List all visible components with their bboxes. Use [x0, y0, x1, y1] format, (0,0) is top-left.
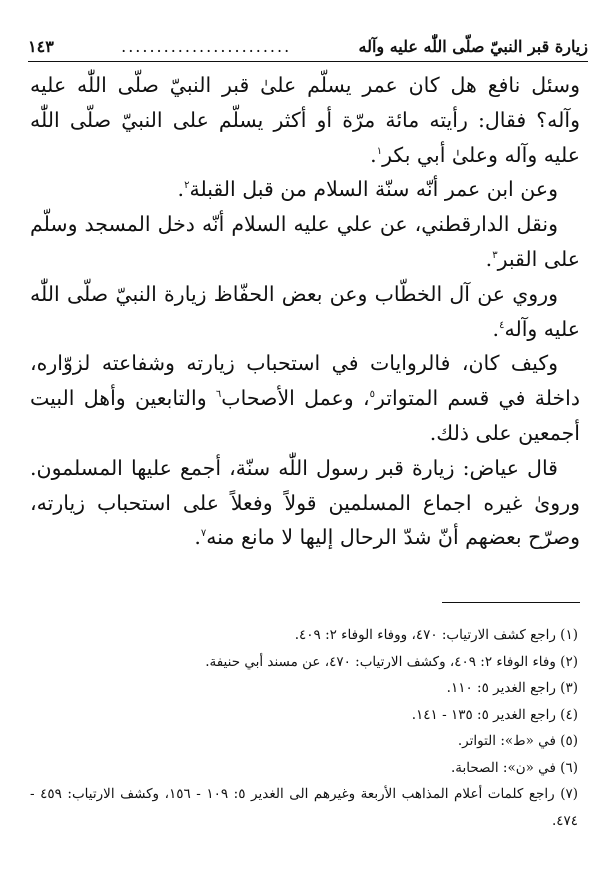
paragraph: وعن ابن عمر أنّه سنّة السلام من قبل القبلة$^٢$. [177, 177, 558, 202]
footnote-ref[interactable]: ٣ [492, 250, 498, 262]
header-dot-leader: ........................ [121, 36, 292, 56]
footnote: (٧) راجع كلمات أعلام المذاهب الأربعة وغيرهم الى الغدير ٥: ١٠٩ - ١٥٦، وكشف الارتياب: ٤٥٩ - ٤٧٤. [30, 786, 579, 829]
footnote-ref[interactable]: ٥ [369, 389, 375, 401]
footnote-ref[interactable]: ٤ [499, 319, 505, 331]
footnote-ref[interactable]: ٢ [184, 180, 190, 192]
footnote-ref[interactable]: ٧ [200, 528, 207, 540]
paragraph-text: والتابعين وأهل البيت أجمعين على ذلك. [30, 386, 580, 445]
paragraph: وسئل نافع هل كان عمر يسلّم علىٰ قبر النبيّ صلّى اللّٰه عليه وآله؟ فقال: رأيته مائة مرّة أو أكثر يسلّم على النبيّ صلّى اللّٰه عليه وآله وعلىٰ أبي بكر$^١$. [30, 73, 580, 167]
paragraph: ونقل الدارقطني، عن علي عليه السلام أنّه دخل المسجد وسلّم على القبر$^٣$. [30, 212, 580, 271]
paragraph-text: وروي عن آل الخطّاب وعن بعض الحفّاظ زيارة النبيّ صلّى اللّٰه عليه وآله [30, 281, 580, 341]
paragraph: وروي عن آل الخطّاب وعن بعض الحفّاظ زيارة النبيّ صلّى اللّٰه عليه وآله$^٤$. [30, 281, 580, 341]
footnote: (٥) في «ط»: التواتر. [457, 733, 578, 749]
footnote: (٤) راجع الغدير ٥: ١٣٥ - ١٤١. [411, 706, 578, 723]
paragraph-text: ، وعمل الأصحاب [221, 386, 370, 411]
paragraph-text: وكيف كان، فالروايات في استحباب زيارته وشفاعته لزوّاره، داخلة في قسم المتواتر [30, 351, 580, 411]
header-title: زيارة قبر النبيّ صلّى اللّٰه عليه وآله [358, 36, 588, 56]
paragraph-text: وعن ابن عمر أنّه سنّة السلام من قبل القبلة [189, 177, 558, 202]
header-divider [28, 61, 588, 62]
paragraph-text: وسئل نافع هل كان عمر يسلّم علىٰ قبر النبيّ صلّى اللّٰه عليه وآله؟ فقال: رأيته مائة مرّة أو أكثر يسلّم على النبيّ صلّى اللّٰه عليه وآله وعلىٰ أبي بكر [30, 73, 580, 167]
paragraph: قال عياض: زيارة قبر رسول اللّٰه سنّة، أجمع عليها المسلمون. وروىٰ غيره اجماع المسلمين قولاً وفعلاً على استحباب زيارته، وصرّح بعضهم أنّ شدّ الرحال إليها لا مانع منه$^٧$. [30, 455, 580, 550]
footnotes [30, 622, 578, 834]
footnote: (١) راجع كشف الارتياب: ٤٧٠، ووفاء الوفاء ٢: ٤٠٩. [294, 627, 578, 643]
footnote-ref[interactable]: ٦ [215, 389, 222, 401]
footnote: (٦) في «ن»: الصحابة. [450, 759, 578, 776]
footnote: (٣) راجع الغدير ٥: ١١٠. [446, 680, 578, 696]
body-text [30, 68, 580, 555]
footnote: (٢) وفاء الوفاء ٢: ٤٠٩، وكشف الارتياب: ٤٧٠، عن مسند أبي حنيفة. [205, 653, 578, 670]
running-header [28, 33, 588, 59]
paragraph-text: ونقل الدارقطني، عن علي عليه السلام أنّه دخل المسجد وسلّم على القبر [30, 212, 580, 271]
footnote-separator [442, 602, 580, 603]
paragraph-text: قال عياض: زيارة قبر رسول اللّٰه سنّة، أجمع عليها المسلمون. وروىٰ غيره اجماع المسلمين قولاً وفعلاً على استحباب زيارته، وصرّح بعضهم أنّ شدّ الرحال إليها لا مانع منه [30, 455, 580, 550]
page-number: ١٤٣ [28, 36, 54, 56]
paragraph [30, 346, 580, 450]
footnote-ref[interactable]: ١ [376, 145, 383, 157]
